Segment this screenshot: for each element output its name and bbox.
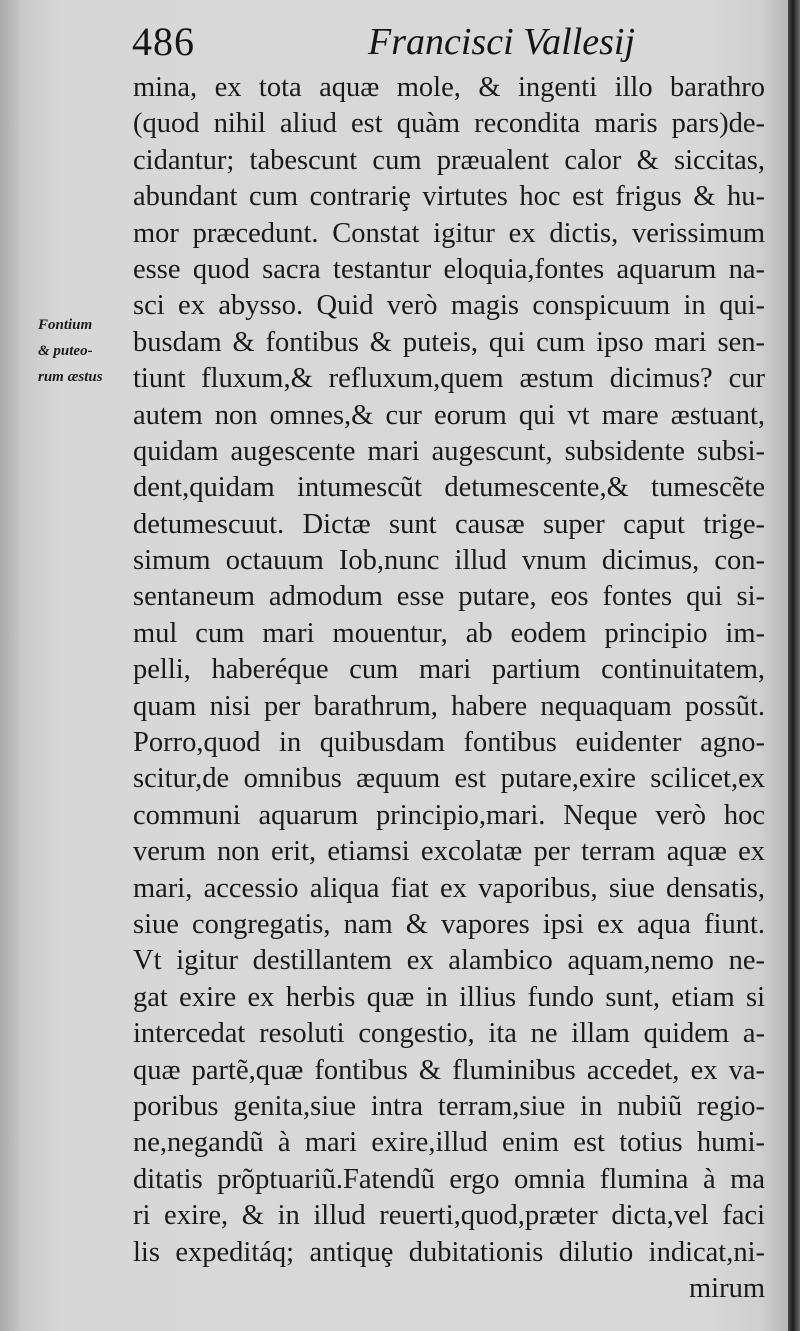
margin-note xyxy=(38,312,133,390)
text-line: esse quod sacra testantur eloquia,fontes aquarum na- xyxy=(133,253,765,285)
text-line: detumescuut. Dictæ sunt causæ super caput trige- xyxy=(133,508,765,540)
body-text xyxy=(133,70,765,1307)
text-line: lis expeditáq; antiquȩ dubitationis dilutio indicat,ni- xyxy=(133,1236,765,1268)
text-line: autem non omnes,& cur eorum qui vt mare æstuant, xyxy=(133,399,765,431)
text-line: tiunt fluxum,& refluxum,quem æstum dicimus? cur xyxy=(133,363,765,395)
page-header xyxy=(128,18,768,70)
page-number: 486 xyxy=(132,19,195,64)
text-line: mul cum mari mouentur, ab eodem principio im- xyxy=(133,617,765,649)
text-line: verum non erit, etiamsi excolatæ per terram aquæ ex xyxy=(133,836,765,868)
page-edge-shadow xyxy=(788,0,800,1331)
text-line: mari, accessio aliqua fiat ex vaporibus, siue densatis, xyxy=(133,872,765,904)
text-line: mor præcedunt. Constat igitur ex dictis, verissimum xyxy=(133,217,765,249)
text-line: mina, ex tota aquæ mole, & ingenti illo barathro xyxy=(133,72,765,103)
text-line: busdam & fontibus & puteis, qui cum ipso mari sen- xyxy=(133,326,765,358)
text-line: ne,negandũ à mari exire,illud enim est totius humi- xyxy=(133,1127,765,1159)
text-line: Porro,quod in quibusdam fontibus euidenter agno- xyxy=(133,727,765,759)
margin-note-line: Fontium xyxy=(38,317,93,333)
text-line: ri exire, & in illud reuerti,quod,præter dicta,vel faci xyxy=(133,1200,765,1232)
text-line: sentaneum admodum esse putare, eos fontes qui si- xyxy=(133,581,765,613)
text-line: quidam augescente mari augescunt, subsidente subsi- xyxy=(133,435,765,467)
text-line: simum octauum Iob,nunc illud vnum dicimus, con- xyxy=(133,545,765,577)
text-line: pelli, haberéque cum mari partium continuitatem, xyxy=(133,654,765,686)
text-line: abundant cum contrariȩ virtutes hoc est frigus & hu- xyxy=(133,181,765,213)
text-line: intercedat resoluti congestio, ita ne illam quidem a- xyxy=(133,1018,765,1050)
text-line: communi aquarum principio,mari. Neque verò hoc xyxy=(133,799,765,831)
margin-note-line: rum æstus xyxy=(38,369,103,385)
text-line: cidantur; tabescunt cum præualent calor & siccitas, xyxy=(133,144,765,176)
text-line: Vt igitur destillantem ex alambico aquam,nemo ne- xyxy=(133,945,765,977)
text-line: gat exire ex herbis quæ in illius fundo sunt, etiam si xyxy=(133,981,765,1013)
text-line: dent,quidam intumescũt detumescente,& tumescẽte xyxy=(133,472,765,504)
text-line: sci ex abysso. Quid verò magis conspicuum in qui- xyxy=(133,290,765,322)
text-line: (quod nihil aliud est quàm recondita maris pars)de- xyxy=(133,108,765,140)
catchword: mirum xyxy=(689,1272,765,1304)
text-line: quam nisi per barathrum, habere nequaquam possũt. xyxy=(133,690,765,722)
text-line: ditatis prõptuariũ.Fatendũ ergo omnia flumina à ma xyxy=(133,1163,765,1195)
text-line: scitur,de omnibus æquum est putare,exire scilicet,ex xyxy=(133,763,765,795)
running-head: Francisci Vallesij xyxy=(368,21,636,63)
text-line: quæ partẽ,quæ fontibus & fluminibus accedet, ex va- xyxy=(133,1054,765,1086)
text-line: siue congregatis, nam & vapores ipsi ex aqua fiunt. xyxy=(133,908,765,940)
margin-note-line: & puteo- xyxy=(38,343,93,359)
text-line: poribus genita,siue intra terram,siue in nubiũ regio- xyxy=(133,1090,765,1122)
